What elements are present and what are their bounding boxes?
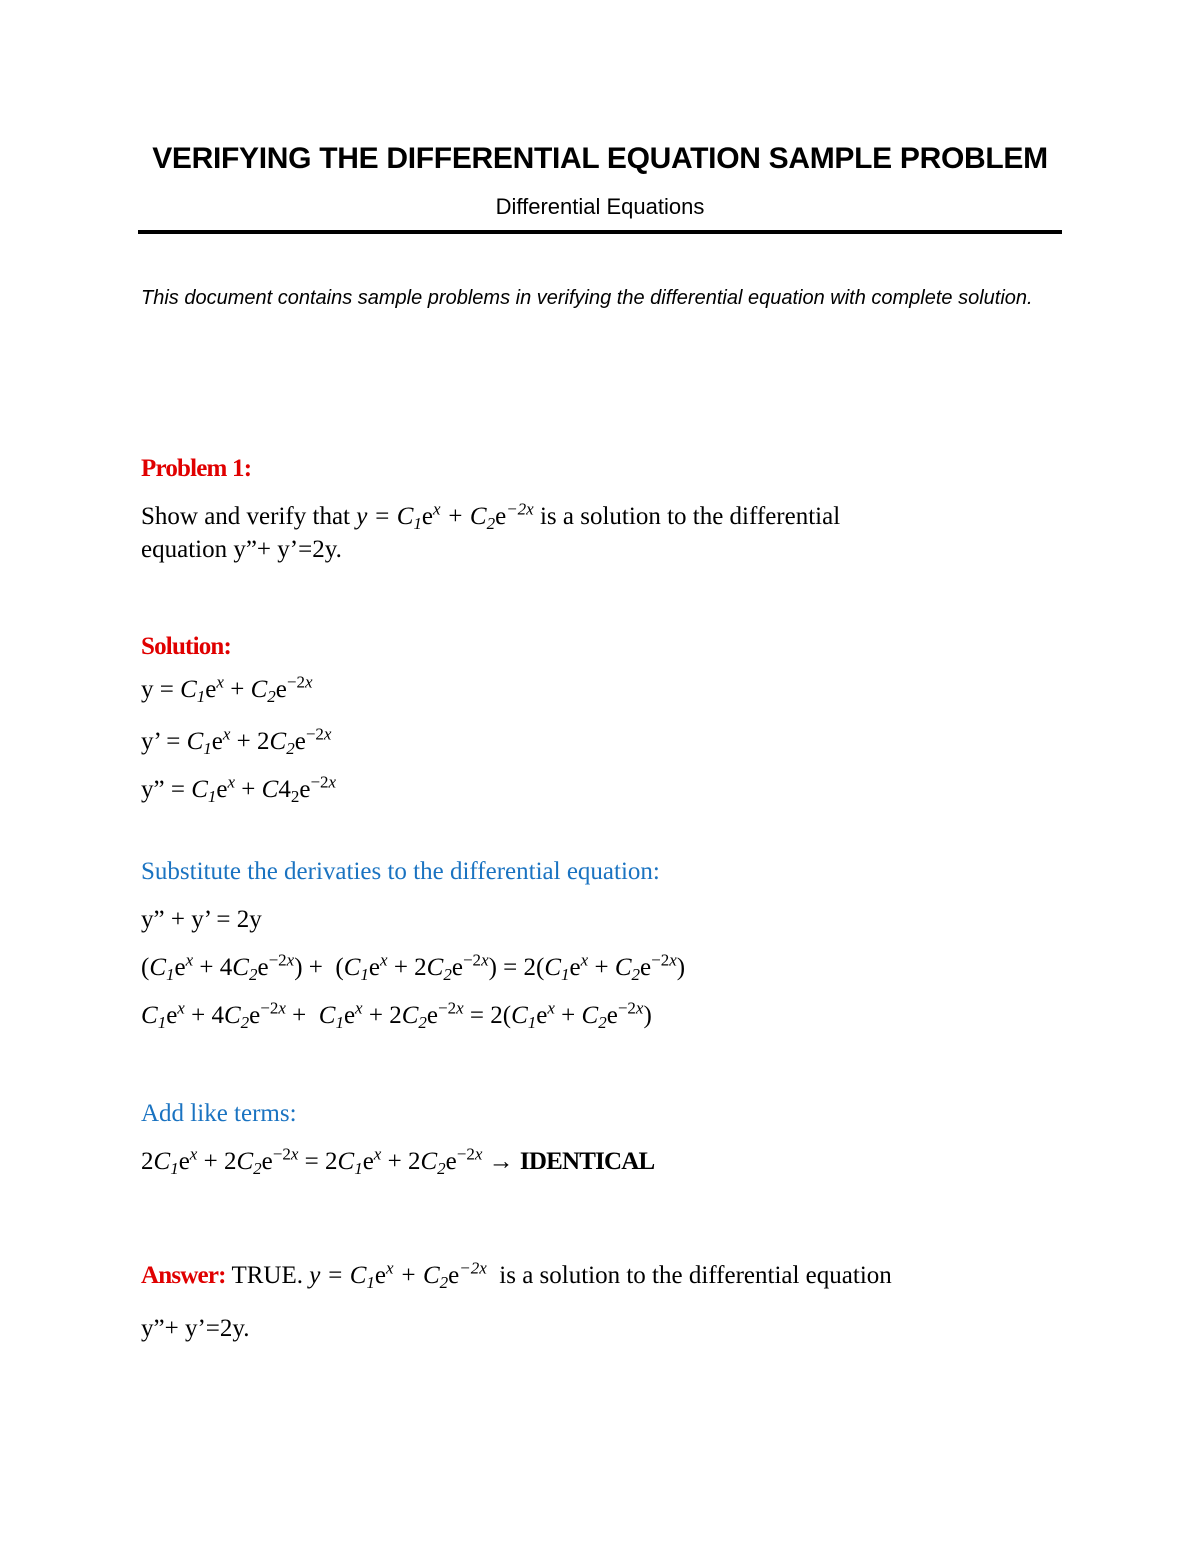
title-divider	[138, 230, 1062, 234]
substitute-equation: y” + y’ = 2y	[141, 906, 262, 933]
substitute-heading: Substitute the derivaties to the differential equation:	[141, 858, 660, 885]
problem-equation: $y = C_1e^x + C_2e^{-2x}$	[356, 499, 534, 533]
solution-line-y-double-prime: y” = $C_1e^x + C4_2e^{-2x}$	[141, 772, 337, 806]
document-title: VERIFYING THE DIFFERENTIAL EQUATION SAMPLE PROBLEM	[152, 142, 1048, 175]
answer-value: TRUE.	[231, 1262, 304, 1289]
solution-line-y-prime: y’ = $C_1e^x + 2C_2e^{-2x}$	[141, 724, 332, 758]
arrow-icon: →	[488, 1148, 514, 1175]
problem-statement-line-1: Show and verify that $y = C_1e^x + C_2e^{-2x}$ is a solution to the differential	[141, 499, 841, 533]
intro-paragraph: This document contains sample problems in verifying the differential equation with complete solution.	[141, 287, 1033, 309]
solution-line-y: $y = C_1e^x + C_2e^{-2x}$	[141, 672, 313, 706]
problem-statement-line-2: equation y”+ y’=2y.	[141, 536, 342, 563]
add-like-terms-heading: Add like terms:	[141, 1100, 297, 1127]
substitute-step-1: $(C_1e^x + 4C_2e^{-2x}) + (C_1e^x + 2C_2e^{-2x}) = 2(C_1e^x + C_2e^{-2x})$	[141, 950, 686, 984]
answer-line-2: y”+ y’=2y.	[141, 1315, 250, 1342]
answer-label: Answer:	[141, 1262, 226, 1289]
identical-label: IDENTICAL	[519, 1148, 655, 1175]
add-like-terms-equation: $2C_1e^x + 2C_2e^{-2x} = 2C_1e^x + 2C_2e^{-2x}$ → IDENTICAL	[141, 1144, 655, 1178]
substitute-step-2: $C_1e^x + 4C_2e^{-2x} + C_1e^x + 2C_2e^{-2x} = 2(C_1e^x + C_2e^{-2x})$	[141, 998, 652, 1032]
solution-heading: Solution:	[141, 633, 232, 660]
answer-line-1: Answer: TRUE. $y = C_1e^x + C_2e^{-2x}$ is a solution to the differential equation	[141, 1258, 892, 1292]
document-subtitle: Differential Equations	[495, 194, 705, 219]
problem-heading: Problem 1:	[141, 455, 252, 482]
